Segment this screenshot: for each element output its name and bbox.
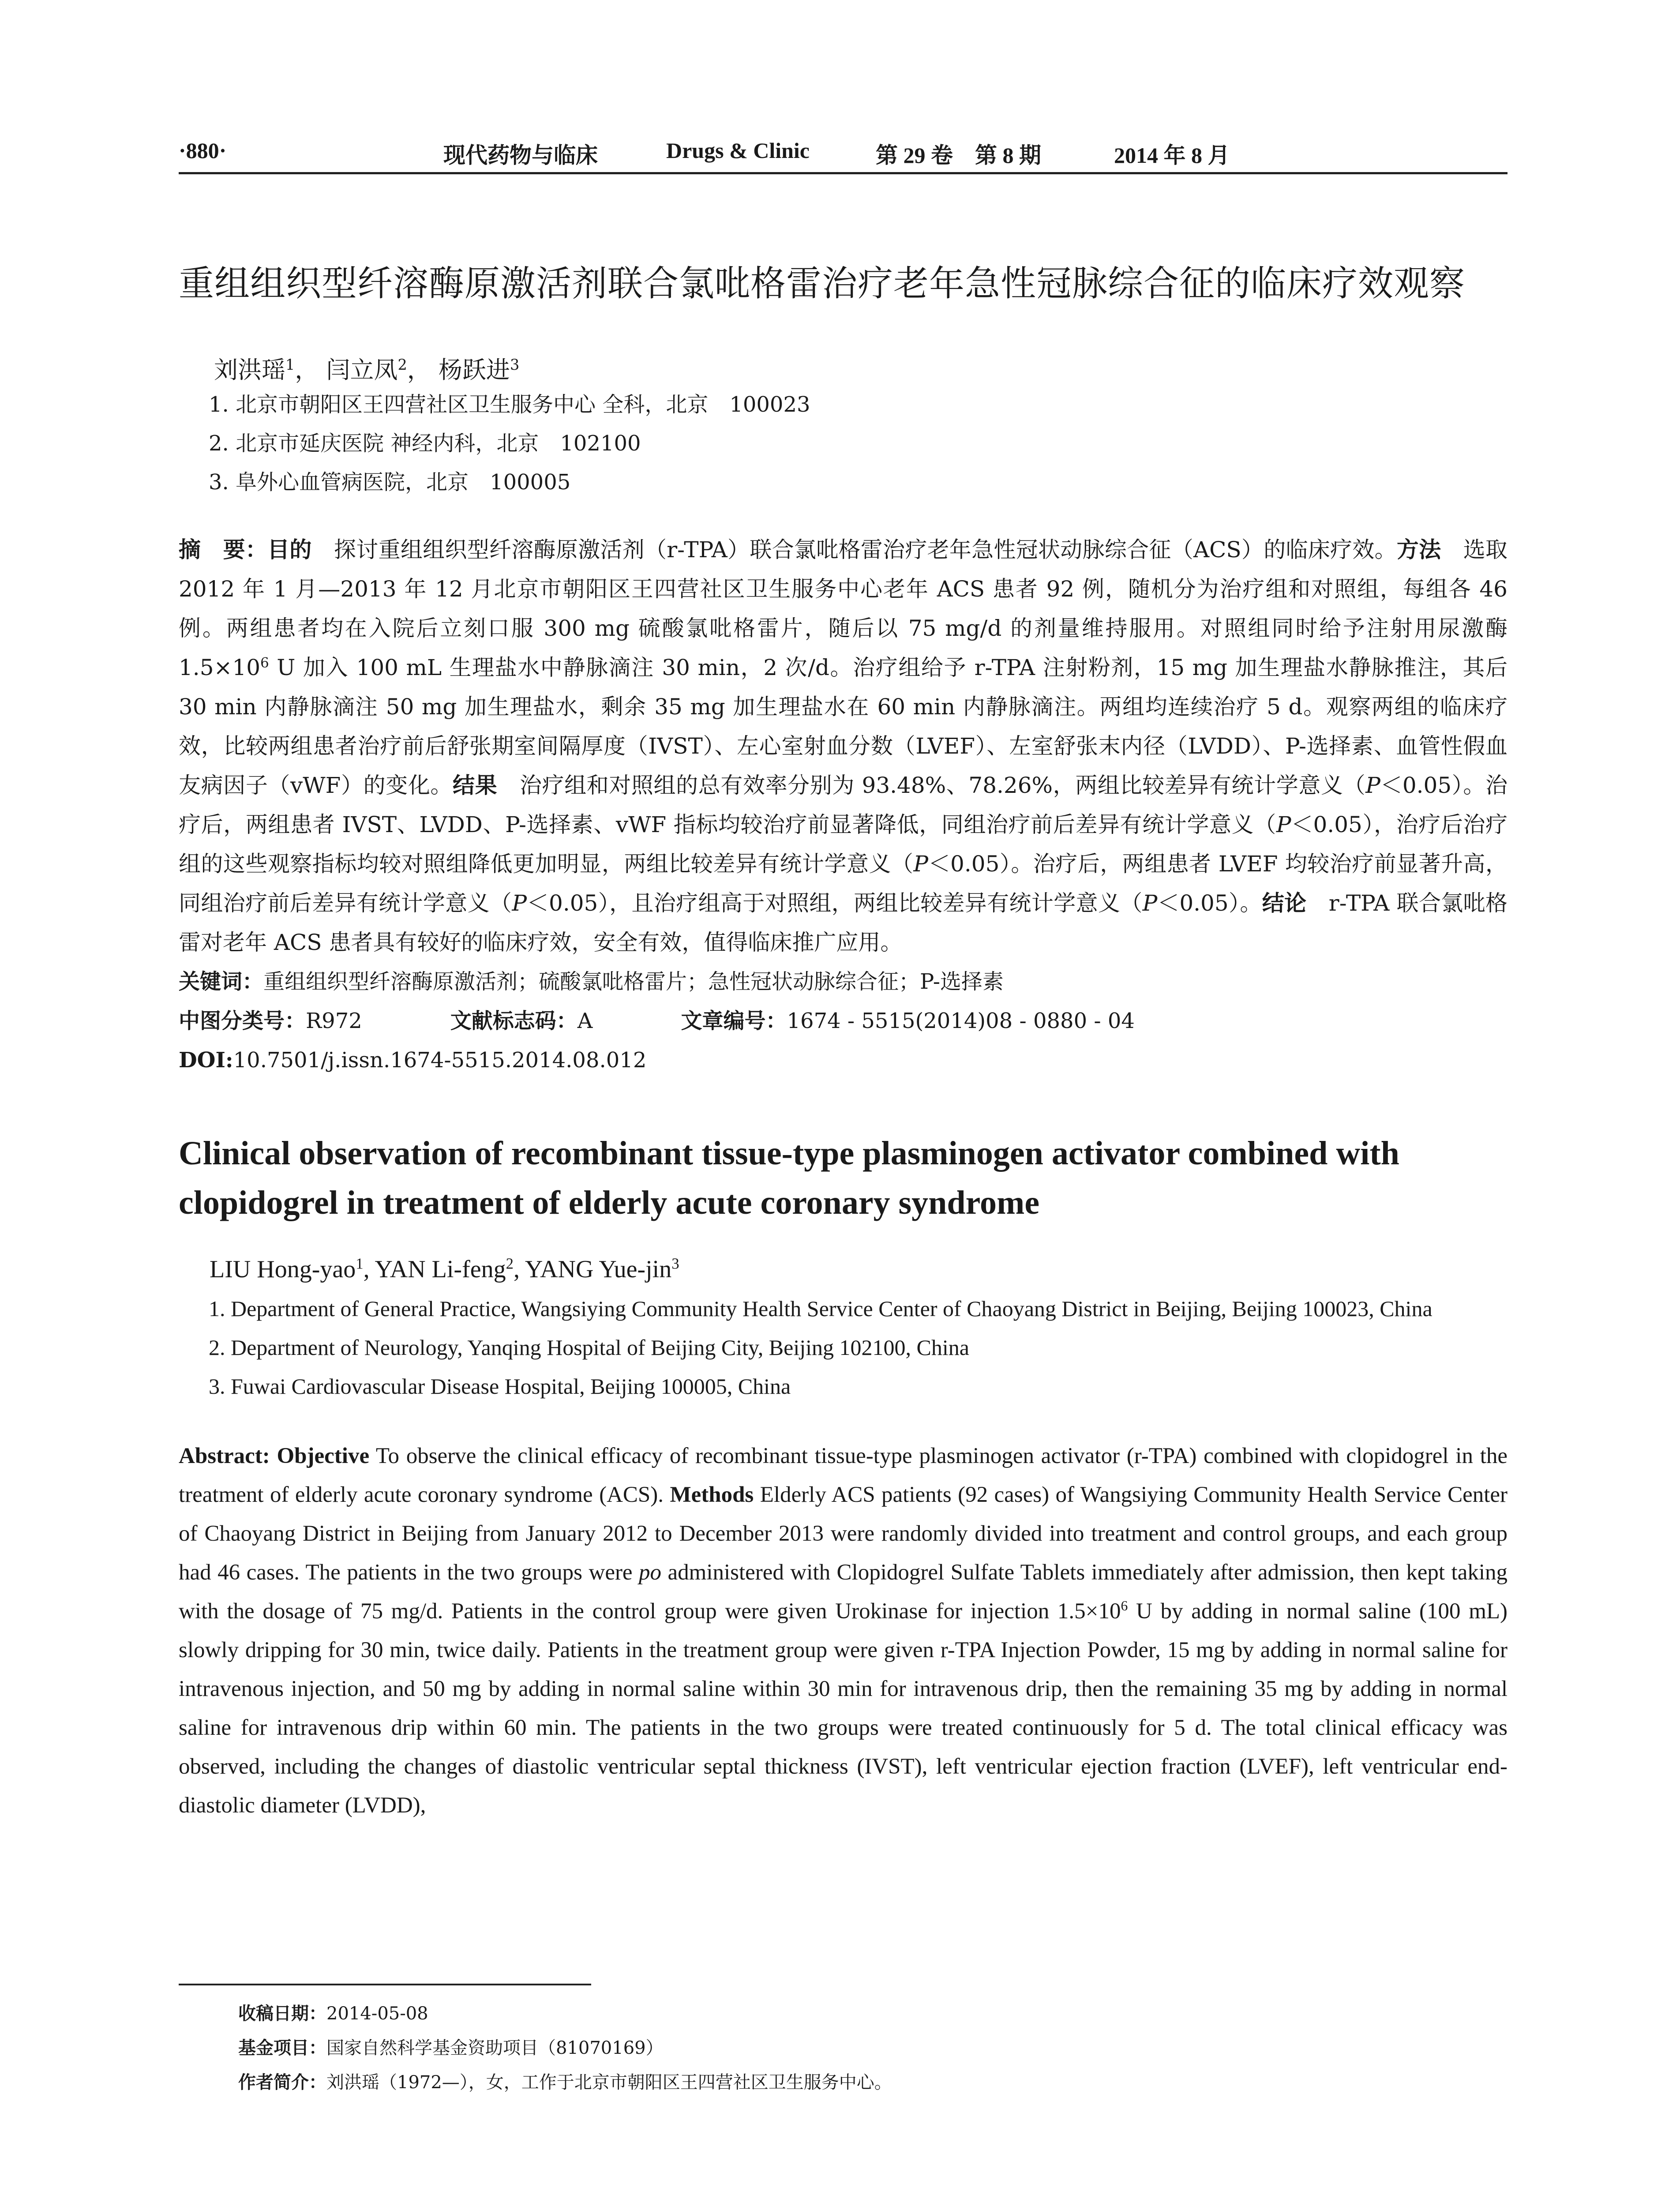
author-sup: 2 — [506, 1255, 514, 1272]
affiliation-line: 1. Department of General Practice, Wangsiying Community Health Service Center of Chaoyang District in Beijing, Beijing 100023, China — [209, 1296, 1432, 1321]
footnotes — [238, 1996, 892, 2100]
objective-label: 目的 — [267, 537, 312, 563]
footnote-funding — [238, 2031, 892, 2065]
p-symbol: P — [512, 890, 527, 916]
methods-text: administered with Clopidogrel Sulfate Tablets immediately after admission, then kept taking with the dosage of 75 mg/d. Patients in the control group were given Urokinase for injection 1.5×10 — [179, 1560, 1508, 1624]
author-name: YANG Yue-jin — [525, 1256, 672, 1283]
affiliation-line: 1. 北京市朝阳区王四营社区卫生服务中心 全科，北京 100023 — [209, 392, 810, 417]
conclusion-text: r-TPA 联合氯吡格雷对老年 ACS 患者具有较好的临床疗效，安全有效，值得临床推广应用。 — [179, 890, 1508, 955]
english-affiliations — [209, 1289, 1508, 1406]
running-header — [179, 132, 1508, 174]
author-sup: 1 — [285, 356, 295, 373]
methods-text: U 加入 100 mL 生理盐水中静脉滴注 30 min，2 次/d。治疗组给予 r-TPA 注射粉剂，15 mg 加生理盐水静脉推注，其后 30 min 内静脉滴注 50 mg 加生理盐水，剩余 35 mg 加生理盐水在 60 min 内静脉滴注。两组均连续治疗 5 d。观察两组的临床疗效，比较两组患者治疗前后舒张期室间隔厚度（IVST）、左心室射血分数（LVEF）、左室舒张末内径（LVDD）、P-选择素、血管性假血友病因子（vWF）的变化。 — [179, 655, 1508, 798]
english-authors: LIU Hong-yao$^1$, YAN Li-feng$^2$, YANG Yue-jin$^3$ — [210, 1255, 679, 1283]
journal-name-cn: 现代药物与临床 — [443, 143, 598, 168]
author-sup: 3 — [510, 356, 520, 373]
keywords-line — [179, 962, 1508, 1002]
results-text: ＜0.05）。治疗后，两组患者 IVST、LVDD、P-选择素、vWF 指标均较治疗前显著降低，同组治疗前后差异有统计学意义（ — [179, 773, 1508, 837]
footnote-label: 基金项目： — [238, 2038, 326, 2058]
article-no-label: 文章编号： — [681, 1009, 787, 1033]
author-name: 闫立凤 — [326, 356, 398, 384]
methods-label: Methods — [670, 1482, 754, 1507]
p-symbol: P — [1142, 890, 1158, 916]
clc-value: R972 — [306, 1009, 362, 1033]
objective-label: Objective — [277, 1444, 370, 1468]
po-term: po — [639, 1560, 662, 1585]
keywords-label: 关键词： — [179, 969, 264, 994]
exponent: 6 — [1121, 1598, 1128, 1613]
page-number: ·880· — [179, 138, 227, 163]
affiliation-line: 2. 北京市延庆医院 神经内科，北京 102100 — [209, 431, 641, 456]
volume-issue: 第 29 卷 第 8 期 — [876, 143, 1041, 168]
results-text: ＜0.05），且治疗组高于对照组，两组比较差异有统计学意义（ — [527, 890, 1143, 916]
results-text: ＜0.05）。 — [1157, 890, 1262, 916]
english-abstract — [179, 1437, 1508, 1825]
clc-label: 中图分类号： — [179, 1009, 306, 1033]
keywords-text: 重组组织型纤溶酶原激活剂；硫酸氯吡格雷片；急性冠状动脉综合征；P-选择素 — [263, 969, 1004, 994]
p-symbol: P — [1276, 812, 1291, 837]
results-label: 结果 — [453, 773, 498, 798]
methods-text: 选取 2012 年 1 月—2013 年 12 月北京市朝阳区王四营社区卫生服务中心老年 ACS 患者 92 例，随机分为治疗组和对照组，每组各 46 例。两组患者均在入院后立刻口服 300 mg 硫酸氯吡格雷片，随后以 75 mg/d 的剂量维持服用。对照组同时给予注射用尿激酶 1.5×10 — [179, 537, 1508, 680]
doi-label: DOI: — [179, 1048, 233, 1073]
results-text: ＜0.05）。治疗后，两组患者 LVEF 均较治疗前显著升高，同组治疗前后差异有统计学意义（ — [179, 851, 1508, 916]
conclusion-label: 结论 — [1262, 890, 1307, 916]
affiliation-line: 2. Department of Neurology, Yanqing Hospital of Beijing City, Beijing 102100, China — [209, 1335, 969, 1360]
footnote-text: 2014-05-08 — [326, 2003, 428, 2024]
methods-label: 方法 — [1396, 537, 1441, 563]
results-text: 治疗组和对照组的总有效率分别为 93.48%、78.26%，两组比较差异有统计学意义（ — [497, 773, 1366, 798]
p-symbol: P — [1365, 773, 1380, 798]
classification-line — [179, 1002, 1508, 1041]
methods-text: U by adding in normal saline (100 mL) slowly dripping for 30 min, twice daily. Patients in the treatment group were given r-TPA Injection Powder, 15 mg by adding in normal saline for intravenous injection, and 50 mg by adding in normal saline within 30 min for intravenous drip, then the remaining 35 mg by adding in normal saline for intravenous drip within 60 min. The patients in the two groups were treated continuously for 5 d. The total clinical efficacy was observed, including the changes of diastolic ventricular septal thickness (IVST), left ventricular ejection fraction (LVEF), left ventricular end-diastolic diameter (LVDD), — [179, 1599, 1508, 1818]
objective-text: 探讨重组组织型纤溶酶原激活剂（r-TPA）联合氯吡格雷治疗老年急性冠状动脉综合征（ACS）的临床疗效。 — [311, 537, 1397, 563]
paper-page — [179, 132, 1508, 1825]
footnote-divider — [179, 1984, 591, 1985]
author-name: 刘洪瑶 — [214, 356, 285, 384]
issue-date: 2014 年 8 月 — [1114, 143, 1230, 168]
footnote-author-bio — [238, 2065, 892, 2100]
author-sup: 3 — [671, 1255, 679, 1272]
doc-code-value: A — [577, 1009, 593, 1033]
footnote-text: 国家自然科学基金资助项目（81070169） — [326, 2038, 664, 2058]
journal-name-en: Drugs & Clinic — [666, 138, 810, 163]
doi-line — [179, 1041, 1508, 1080]
footnote-text: 刘洪瑶（1972—），女，工作于北京市朝阳区王四营社区卫生服务中心。 — [326, 2072, 892, 2093]
abstract-label: Abstract: — [179, 1444, 270, 1468]
chinese-affiliations — [209, 385, 1508, 502]
chinese-abstract — [179, 530, 1508, 1080]
author-name: YAN Li-feng — [375, 1256, 506, 1283]
footnote-label: 收稿日期： — [238, 2003, 326, 2024]
chinese-authors: 刘洪瑶$^1$， 闫立凤$^2$， 杨跃进$^3$ — [214, 356, 520, 384]
affiliation-line: 3. 阜外心血管病医院，北京 100005 — [209, 470, 571, 495]
affiliation-line: 3. Fuwai Cardiovascular Disease Hospital, Beijing 100005, China — [209, 1374, 791, 1399]
doi-value: 10.7501/j.issn.1674-5515.2014.08.012 — [233, 1048, 647, 1073]
abstract-label: 摘 要： — [179, 537, 268, 563]
author-name: 杨跃进 — [438, 356, 510, 384]
author-sup: 1 — [356, 1255, 364, 1272]
author-sup: 2 — [398, 356, 407, 373]
chinese-title: 重组组织型纤溶酶原激活剂联合氯吡格雷治疗老年急性冠脉综合征的临床疗效观察 — [179, 263, 1465, 304]
author-name: LIU Hong-yao — [210, 1256, 356, 1283]
objective-text: To observe the clinical efficacy of recombinant tissue-type plasminogen activator (r-TPA) combined with clopidogrel in the treatment of elderly acute coronary syndrome (ACS). — [179, 1444, 1508, 1507]
doc-code-label: 文献标志码： — [450, 1009, 578, 1033]
footnote-label: 作者简介： — [238, 2072, 326, 2093]
footnote-received — [238, 1996, 892, 2031]
exponent: 6 — [260, 655, 269, 671]
results-text: ＜0.05），治疗后治疗组的这些观察指标均较对照组降低更加明显，两组比较差异有统计学意义（ — [179, 812, 1508, 877]
methods-text: Elderly ACS patients (92 cases) of Wangsiying Community Health Service Center of Chaoyang District in Beijing from January 2012 to December 2013 were randomly divided into treatment and control groups, and each group had 46 cases. The patients in the two groups were — [179, 1482, 1508, 1585]
p-symbol: P — [913, 851, 929, 877]
article-no-value: 1674 - 5515(2014)08 - 0880 - 04 — [787, 1009, 1135, 1033]
english-title: Clinical observation of recombinant tissue-type plasminogen activator combined with clopidogrel in treatment of elderly acute coronary syndrome — [179, 1135, 1399, 1221]
